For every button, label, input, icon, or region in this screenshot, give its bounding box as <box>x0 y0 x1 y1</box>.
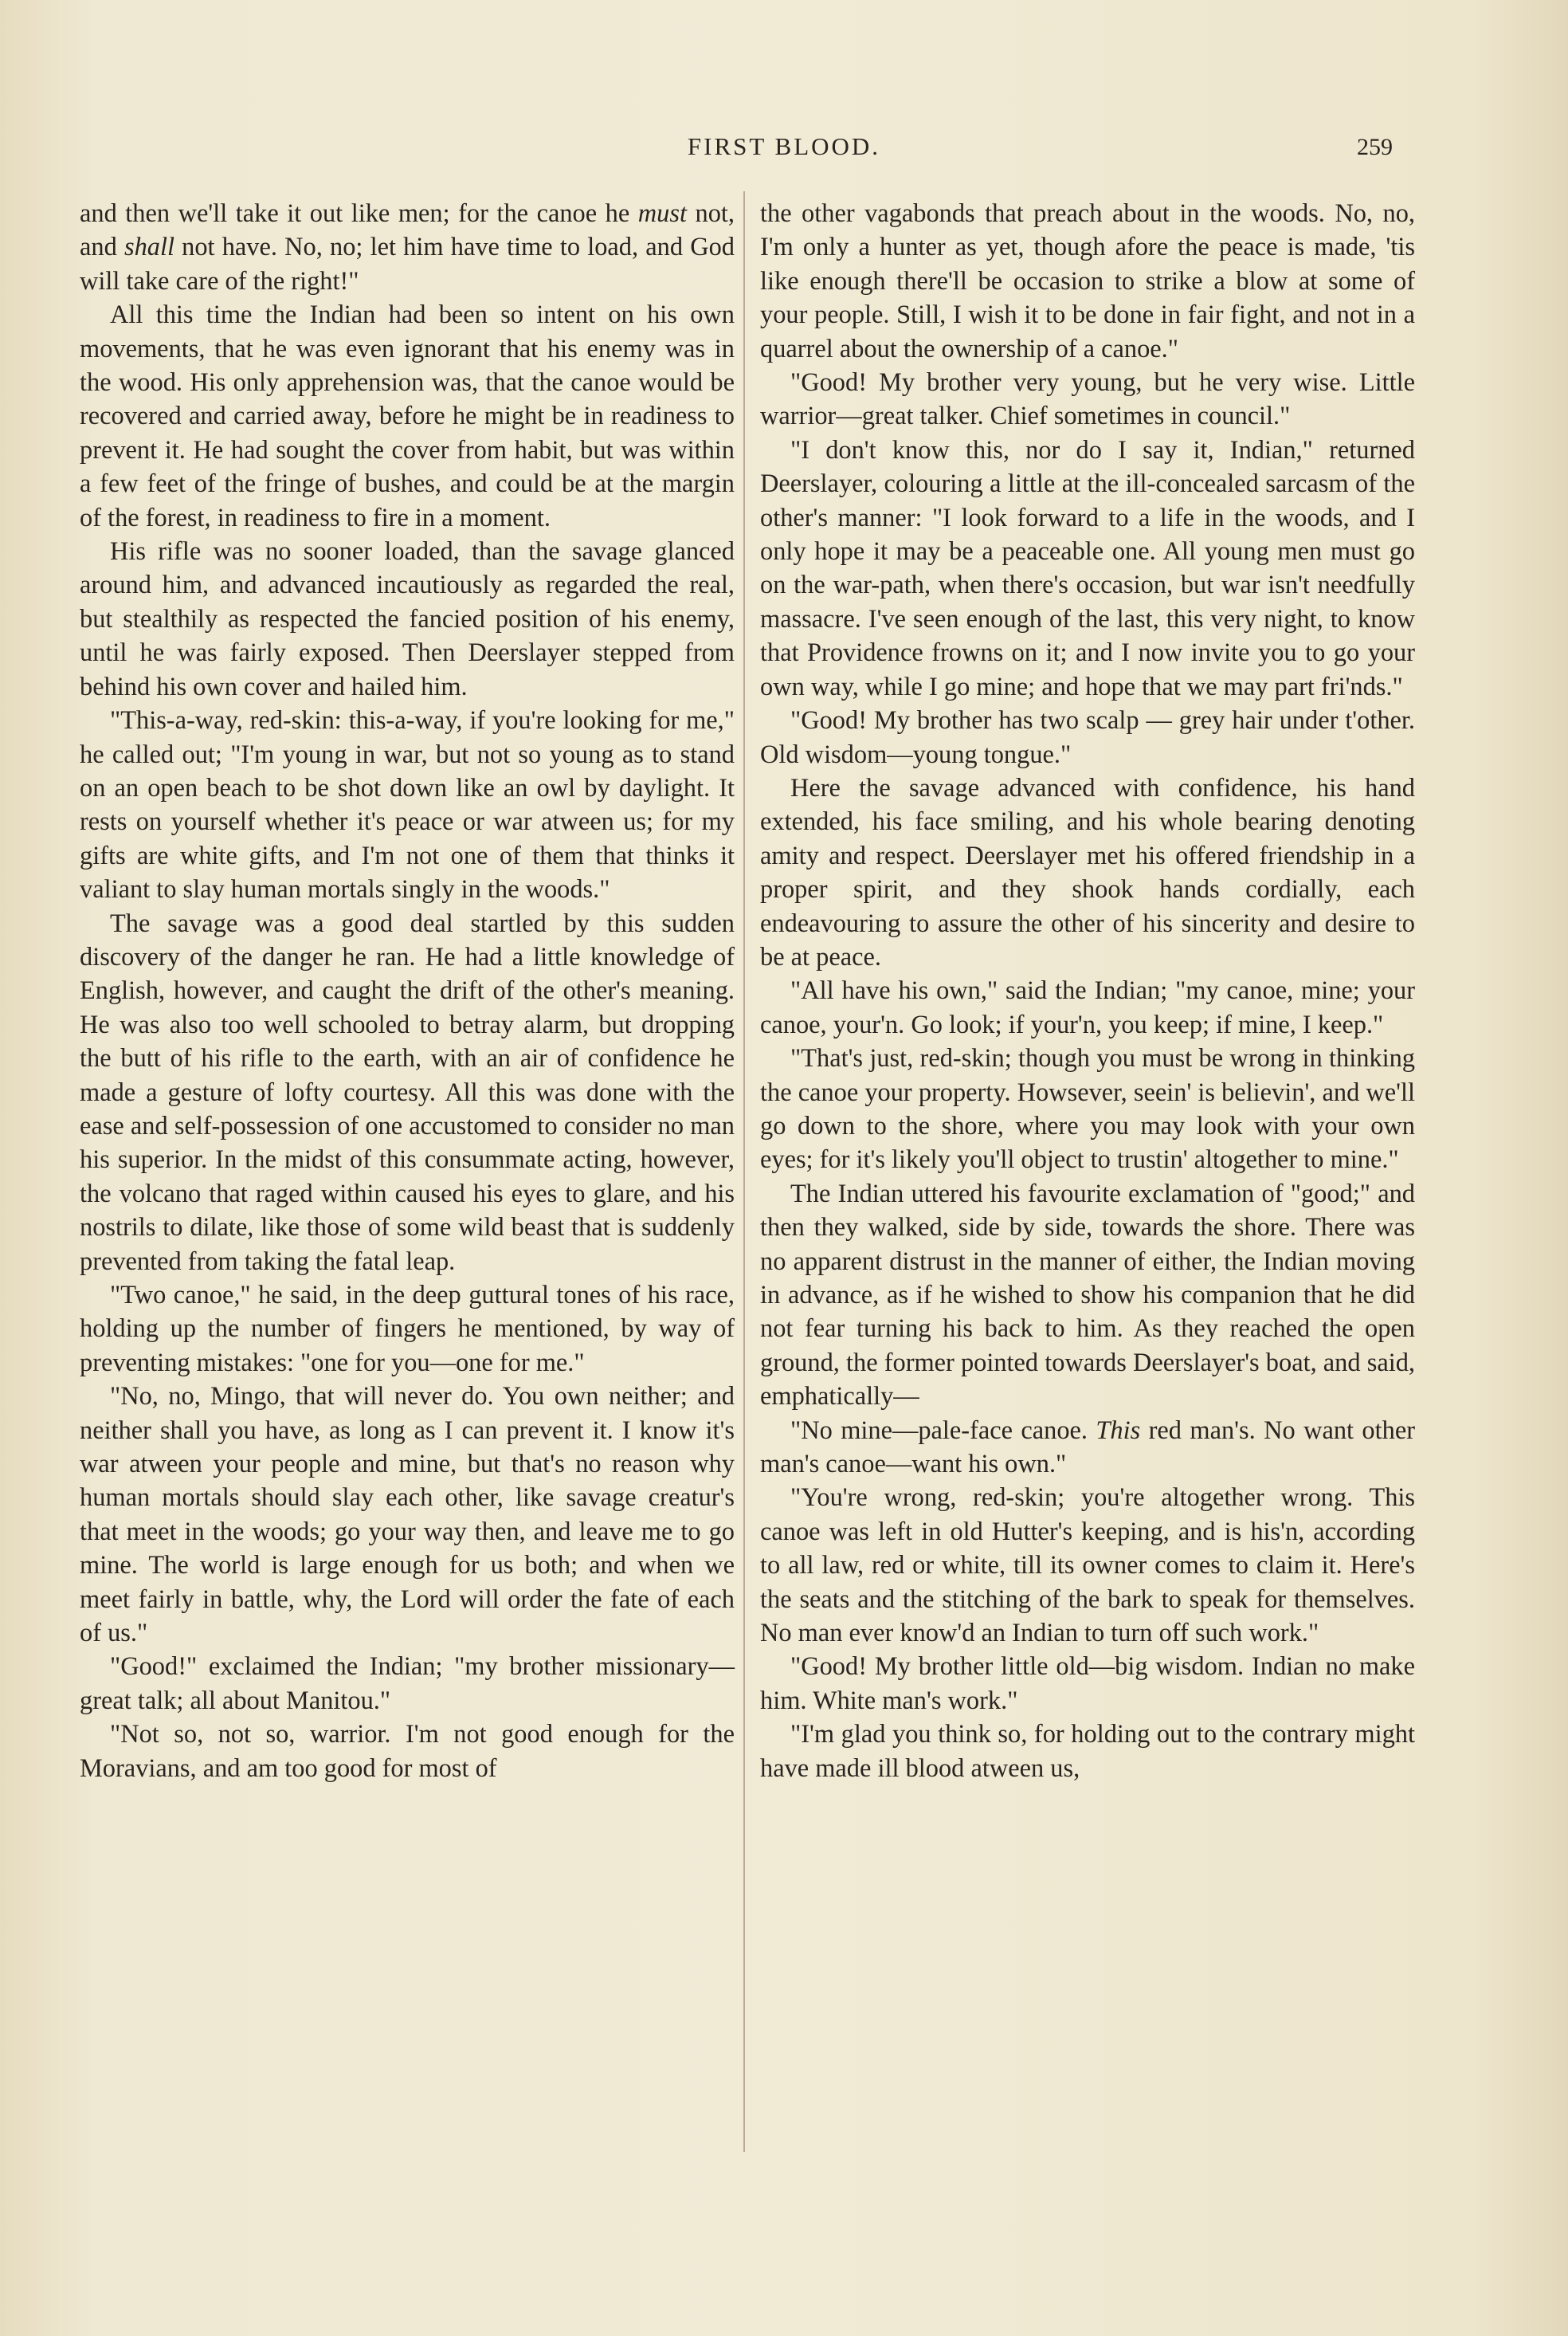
paragraph: Here the savage advanced with confidence, his hand extended, his face smiling, and his whole bearing denoting amity and respect. Deerslayer met his offered friendship in a proper spirit, and they shook hands cordially, each endeavouring to assure the other of his sincerity and desire to be at peace. <box>760 773 1415 972</box>
right-column <box>760 197 1415 1785</box>
paragraph: All this time the Indian had been so intent on his own movements, that he was even ignorant that his enemy was in the wood. His only apprehension was, that the canoe would be recovered and carried away, before he might be in readiness to prevent it. He had sought the cover from habit, but was within a few feet of the fringe of bushes, and could be at the margin of the forest, in readiness to fire in a moment. <box>80 300 735 532</box>
paragraph: His rifle was no sooner loaded, than the savage glanced around him, and advanced incautiously as regarded the real, but stealthily as respected the fancied position of his enemy, until he was fairly exposed. Then Deerslayer stepped from behind his own cover and hailed him. <box>80 537 735 701</box>
paragraph: "Two canoe," he said, in the deep guttural tones of his race, holding up the number of fingers he mentioned, by way of preventing mistakes: "one for you—one for me." <box>80 1281 735 1377</box>
page-number: 259 <box>1357 134 1393 160</box>
paragraph: "You're wrong, red-skin; you're altogether wrong. This canoe was left in old Hutter's keeping, and is his'n, according to all law, red or white, till its owner comes to claim it. Here's the seats and the stitching of the bark to speak for themselves. No man ever know'd an Indian to turn off such work." <box>760 1483 1415 1648</box>
paragraph: "This-a-way, red-skin: this-a-way, if you're looking for me," he called out; "I'm young in war, but not so young as to stand on an open beach to be shot down like an owl by daylight. It rests on yourself whether it's peace or war atween us; for my gifts are white gifts, and I'm not one of them that thinks it valiant to slay human mortals singly in the woods." <box>80 706 735 905</box>
paragraph: "Good! My brother little old—big wisdom. Indian no make him. White man's work." <box>760 1652 1415 1715</box>
paragraph: "I'm glad you think so, for holding out to the contrary might have made ill blood atween us, <box>760 1720 1415 1783</box>
paragraph: and then we'll take it out like men; for the canoe he must not, and shall not have. No, no; let him have time to load, and God will take care of the right!" <box>80 199 735 296</box>
left-column <box>80 197 735 1785</box>
paragraph: "Good!" exclaimed the Indian; "my brother missionary—great talk; all about Manitou." <box>80 1652 735 1715</box>
paragraph: "No, no, Mingo, that will never do. You own neither; and neither shall you have, as long as I can prevent it. I know it's war atween your people and mine, but that's no reason why human mortals should slay each other, like savage creatur's that meet in the woods; go your way then, and leave me to go mine. The world is large enough for us both; and when we meet fairly in battle, why, the Lord will order the fate of each of us." <box>80 1382 735 1648</box>
running-head <box>0 132 1568 164</box>
paragraph: the other vagabonds that preach about in the woods. No, no, I'm only a hunter as yet, though afore the peace is made, 'tis like enough there'll be occasion to strike a blow at some of your people. Still, I wish it to be done in fair fight, and not in a quarrel about the ownership of a canoe." <box>760 199 1415 363</box>
paragraph: The savage was a good deal startled by this sudden discovery of the danger he ran. He had a little knowledge of English, however, and caught the drift of the other's meaning. He was also too well schooled to betray alarm, but dropping the butt of his rifle to the earth, with an air of confidence he made a gesture of lofty courtesy. All this was done with the ease and self-possession of one accustomed to consider no man his superior. In the midst of this consummate acting, however, the volcano that raged within caused his eyes to glare, and his nostrils to dilate, like those of some wild beast that is suddenly prevented from taking the fatal leap. <box>80 909 735 1276</box>
paragraph: "I don't know this, nor do I say it, Indian," returned Deerslayer, colouring a little at the ill-concealed sarcasm of the other's manner: "I look forward to a life in the woods, and I only hope it may be a peaceable one. All young men must go on the war-path, when there's occasion, but war isn't needfully massacre. I've seen enough of the last, this very night, to know that Providence frowns on it; and I now invite you to go your own way, while I go mine; and hope that we may part fri'nds." <box>760 435 1415 701</box>
running-title: FIRST BLOOD. <box>687 132 881 160</box>
paragraph: "That's just, red-skin; though you must be wrong in thinking the canoe your property. Howsever, seein' is believin', and we'll go down to the shore, where you may look with your own eyes; for it's likely you'll object to trustin' altogether to mine." <box>760 1044 1415 1175</box>
column-rule <box>743 191 745 2152</box>
paragraph: "Good! My brother has two scalp — grey hair under t'other. Old wisdom—young tongue." <box>760 706 1415 769</box>
paragraph: "Not so, not so, warrior. I'm not good enough for the Moravians, and am too good for most of <box>80 1720 735 1783</box>
paragraph: The Indian uttered his favourite exclamation of "good;" and then they walked, side by side, towards the shore. There was no apparent distrust in the manner of either, the Indian moving in advance, as if he wished to show his companion that he did not fear turning his back to him. As they reached the open ground, the former pointed towards Deerslayer's boat, and said, emphatically— <box>760 1179 1415 1411</box>
paragraph: "No mine—pale-face canoe. This red man's. No want other man's canoe—want his own." <box>760 1415 1415 1479</box>
paragraph: "Good! My brother very young, but he very wise. Little warrior—great talker. Chief sometimes in council." <box>760 368 1415 431</box>
paragraph: "All have his own," said the Indian; "my canoe, mine; your canoe, your'n. Go look; if your'n, you keep; if mine, I keep." <box>760 976 1415 1039</box>
